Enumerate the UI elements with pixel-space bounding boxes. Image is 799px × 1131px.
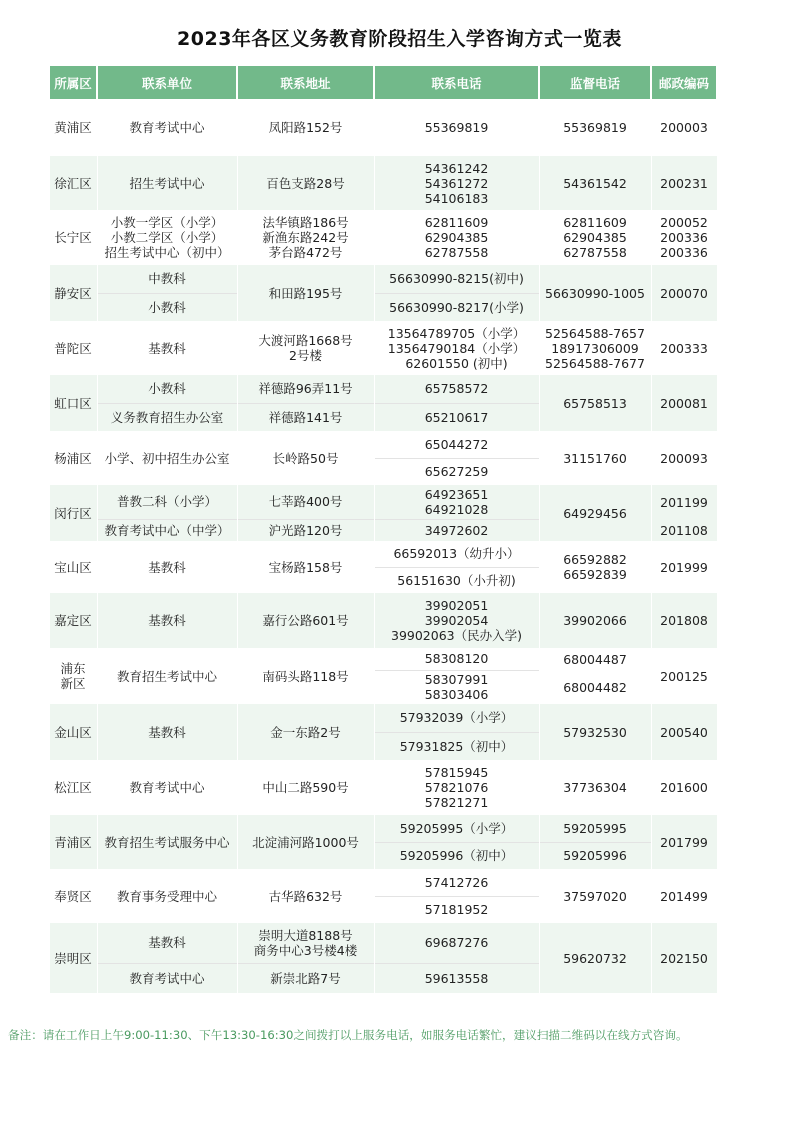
- address-line: 2号楼: [289, 348, 322, 363]
- unit-cell: [97, 210, 237, 265]
- supervise-phone-cell: 55369819: [539, 99, 651, 156]
- address-cell: 沪光路120号: [237, 519, 374, 541]
- unit-cell: 基教科: [97, 923, 237, 963]
- address-cell: 宝杨路158号: [237, 541, 374, 593]
- phone-line: 54361272: [424, 175, 489, 191]
- phone-cell: 58308120: [374, 648, 539, 670]
- address-line: 茅台路472号: [268, 245, 343, 260]
- phone-cell: [374, 760, 539, 815]
- unit-cell: 小教科: [97, 293, 237, 321]
- phone-line: 58307991: [424, 672, 489, 688]
- phone-cell: 56630990-8217(小学): [374, 293, 539, 321]
- phone-cell: [374, 210, 539, 265]
- supervise-line: 62811609: [563, 215, 627, 230]
- address-cell: 南码头路118号: [237, 648, 374, 704]
- postcode-cell: 201808: [651, 593, 717, 648]
- postcode-cell: 201499: [651, 869, 717, 923]
- address-cell: 百色支路28号: [237, 156, 374, 210]
- postcode-cell: 201600: [651, 760, 717, 815]
- header-address: 联系地址: [237, 66, 374, 99]
- address-line: 商务中心3号楼4楼: [253, 942, 358, 958]
- table-row: [49, 760, 717, 815]
- supervise-phone-cell: 59205996: [539, 842, 651, 869]
- phone-cell: 57932039（小学）: [374, 704, 539, 732]
- phone-cell: [374, 321, 539, 375]
- district-cell: 宝山区: [49, 541, 97, 593]
- phone-cell: 34972602: [374, 519, 539, 541]
- phone-cell: 65627259: [374, 458, 539, 485]
- supervise-phone-cell: 68004487: [539, 648, 651, 670]
- phone-line: 39902054: [424, 613, 489, 628]
- address-cell: [237, 923, 374, 963]
- district-cell: 徐汇区: [49, 156, 97, 210]
- district-cell: 闵行区: [49, 485, 97, 541]
- district-line: 新区: [60, 676, 86, 691]
- header-postcode: 邮政编码: [651, 66, 717, 99]
- address-line: 大渡河路1668号: [258, 333, 353, 348]
- supervise-line: 18917306009: [551, 340, 639, 356]
- postcode-cell: 200003: [651, 99, 717, 156]
- district-cell: 静安区: [49, 265, 97, 321]
- phone-cell: [374, 156, 539, 210]
- address-cell: 祥德路96弄11号: [237, 375, 374, 403]
- unit-cell: 招生考试中心: [97, 156, 237, 210]
- table-row: [49, 704, 717, 732]
- phone-cell: 55369819: [374, 99, 539, 156]
- phone-cell: 56630990-8215(初中): [374, 265, 539, 293]
- table-row: [49, 321, 717, 375]
- district-cell: 长宁区: [49, 210, 97, 265]
- table-row: [49, 593, 717, 648]
- phone-cell: 59205995（小学）: [374, 815, 539, 842]
- address-cell: [237, 321, 374, 375]
- phone-line: 39902051: [424, 598, 489, 613]
- phone-line: 13564789705（小学）: [387, 325, 526, 341]
- district-cell: 青浦区: [49, 815, 97, 869]
- address-line: 法华镇路186号: [262, 215, 349, 230]
- phone-cell: 56151630（小升初): [374, 567, 539, 593]
- phone-cell: 66592013（幼升小）: [374, 541, 539, 567]
- postcode-cell: 200081: [651, 375, 717, 431]
- postcode-cell: 200333: [651, 321, 717, 375]
- supervise-line: 66592882: [563, 552, 627, 567]
- supervise-phone-cell: 59205995: [539, 815, 651, 842]
- table-row: [49, 485, 717, 519]
- district-cell: [49, 648, 97, 704]
- phone-cell: 57181952: [374, 896, 539, 923]
- unit-cell: 教育招生考试服务中心: [97, 815, 237, 869]
- phone-cell: [374, 593, 539, 648]
- supervise-phone-cell: 59620732: [539, 923, 651, 993]
- postcode-cell: 201799: [651, 815, 717, 869]
- phone-line: 57815945: [424, 765, 489, 780]
- page-title: 2023年各区义务教育阶段招生入学咨询方式一览表: [177, 28, 622, 50]
- unit-cell: 教育招生考试中心: [97, 648, 237, 704]
- district-cell: 普陀区: [49, 321, 97, 375]
- postcode-cell: 200540: [651, 704, 717, 760]
- address-cell: 凤阳路152号: [237, 99, 374, 156]
- table-row: [49, 541, 717, 567]
- table-row: [49, 869, 717, 896]
- header-unit: 联系单位: [97, 66, 237, 99]
- unit-cell: 基教科: [97, 541, 237, 593]
- address-cell: 和田路195号: [237, 265, 374, 321]
- phone-cell: 59205996（初中）: [374, 842, 539, 869]
- address-cell: 七莘路400号: [237, 485, 374, 519]
- postcode-cell: 200125: [651, 648, 717, 704]
- unit-cell: 基教科: [97, 593, 237, 648]
- phone-line: 54361242: [424, 160, 489, 176]
- phone-line: 57821271: [424, 795, 489, 810]
- supervise-line: 62787558: [563, 245, 627, 260]
- supervise-line: 66592839: [563, 567, 627, 582]
- address-cell: 古华路632号: [237, 869, 374, 923]
- supervise-phone-cell: [539, 541, 651, 593]
- supervise-phone-cell: 56630990-1005: [539, 265, 651, 321]
- table-row: [49, 265, 717, 293]
- phone-cell: 57931825（初中）: [374, 732, 539, 760]
- district-cell: 嘉定区: [49, 593, 97, 648]
- supervise-line: 52564588-7677: [545, 355, 645, 371]
- supervise-phone-cell: 65758513: [539, 375, 651, 431]
- postcode-cell: 200093: [651, 431, 717, 485]
- table-row: [49, 923, 717, 963]
- postcode-cell: 200231: [651, 156, 717, 210]
- phone-line: 39902063（民办入学): [391, 628, 522, 643]
- phone-cell: 57412726: [374, 869, 539, 896]
- table-row: [49, 156, 717, 210]
- phone-cell: 69687276: [374, 923, 539, 963]
- phone-cell: 59613558: [374, 963, 539, 993]
- unit-cell: 教育考试中心: [97, 760, 237, 815]
- header-supervise-phone: 监督电话: [539, 66, 651, 99]
- phone-line: 58303406: [424, 687, 489, 703]
- unit-cell: 基教科: [97, 321, 237, 375]
- postcode-cell: 201999: [651, 541, 717, 593]
- phone-cell: [374, 485, 539, 519]
- unit-cell: 普教二科（小学）: [97, 485, 237, 519]
- district-cell: 杨浦区: [49, 431, 97, 485]
- phone-line: 62904385: [424, 230, 489, 245]
- phone-cell: [374, 670, 539, 704]
- unit-cell: 教育考试中心: [97, 963, 237, 993]
- supervise-phone-cell: 37736304: [539, 760, 651, 815]
- address-cell: [237, 210, 374, 265]
- supervise-phone-cell: [539, 321, 651, 375]
- footnote: 备注：请在工作日上午9:00-11:30、下午13:30-16:30之间拨打以上服务电话，如服务电话繁忙，建议扫描二维码以在线方式咨询。: [8, 1028, 688, 1042]
- supervise-phone-cell: 54361542: [539, 156, 651, 210]
- unit-cell: 中教科: [97, 265, 237, 293]
- address-line: 新渔东路242号: [262, 230, 349, 245]
- address-cell: 祥德路141号: [237, 403, 374, 431]
- address-cell: 新崇北路7号: [237, 963, 374, 993]
- postcode-cell: 200070: [651, 265, 717, 321]
- phone-line: 64923651: [424, 486, 489, 502]
- unit-cell: 小教科: [97, 375, 237, 403]
- district-cell: 松江区: [49, 760, 97, 815]
- table-header-row: [49, 66, 717, 99]
- postcode-cell: [651, 210, 717, 265]
- district-cell: 黄浦区: [49, 99, 97, 156]
- table-row: [49, 815, 717, 842]
- phone-line: 62787558: [424, 245, 489, 260]
- supervise-phone-cell: 39902066: [539, 593, 651, 648]
- address-cell: 嘉行公路601号: [237, 593, 374, 648]
- phone-line: 62811609: [424, 215, 489, 230]
- table-row: [49, 99, 717, 156]
- phone-line: 57821076: [424, 780, 489, 795]
- contact-table: [48, 66, 718, 993]
- phone-line: 62601550 (初中): [405, 355, 508, 371]
- unit-line: 小教二学区（小学）: [110, 230, 224, 245]
- table-row: [49, 210, 717, 265]
- unit-cell: 教育考试中心（中学）: [97, 519, 237, 541]
- supervise-line: 62904385: [563, 230, 627, 245]
- district-cell: 金山区: [49, 704, 97, 760]
- supervise-phone-cell: 68004482: [539, 670, 651, 704]
- district-cell: 奉贤区: [49, 869, 97, 923]
- phone-line: 54106183: [424, 190, 489, 206]
- unit-cell: 小学、初中招生办公室: [97, 431, 237, 485]
- phone-cell: 65044272: [374, 431, 539, 458]
- unit-cell: 教育事务受理中心: [97, 869, 237, 923]
- table-row: [49, 375, 717, 403]
- address-line: 崇明大道8188号: [258, 927, 353, 943]
- postcode-cell: 201199: [651, 485, 717, 519]
- unit-cell: 基教科: [97, 704, 237, 760]
- table-row: [49, 648, 717, 670]
- supervise-line: 52564588-7657: [545, 325, 645, 341]
- phone-line: 13564790184（小学）: [387, 340, 526, 356]
- address-cell: 北淀浦河路1000号: [237, 815, 374, 869]
- supervise-phone-cell: 37597020: [539, 869, 651, 923]
- postcode-cell: 202150: [651, 923, 717, 993]
- address-cell: 长岭路50号: [237, 431, 374, 485]
- address-cell: 金一东路2号: [237, 704, 374, 760]
- phone-cell: 65758572: [374, 375, 539, 403]
- phone-cell: 65210617: [374, 403, 539, 431]
- unit-cell: 教育考试中心: [97, 99, 237, 156]
- district-cell: 崇明区: [49, 923, 97, 993]
- postcode-line: 200052: [660, 215, 708, 230]
- header-district: 所属区: [49, 66, 97, 99]
- supervise-phone-cell: [539, 210, 651, 265]
- table-row: [49, 431, 717, 458]
- supervise-phone-cell: 64929456: [539, 485, 651, 541]
- postcode-line: 200336: [660, 245, 708, 260]
- header-phone: 联系电话: [374, 66, 539, 99]
- address-cell: 中山二路590号: [237, 760, 374, 815]
- district-cell: 虹口区: [49, 375, 97, 431]
- unit-line: 招生考试中心（初中）: [104, 245, 230, 260]
- supervise-phone-cell: 31151760: [539, 431, 651, 485]
- postcode-line: 200336: [660, 230, 708, 245]
- supervise-phone-cell: 57932530: [539, 704, 651, 760]
- unit-cell: 义务教育招生办公室: [97, 403, 237, 431]
- phone-line: 64921028: [424, 501, 489, 517]
- unit-line: 小教一学区（小学）: [110, 215, 224, 230]
- district-line: 浦东: [60, 661, 86, 676]
- postcode-cell: 201108: [651, 519, 717, 541]
